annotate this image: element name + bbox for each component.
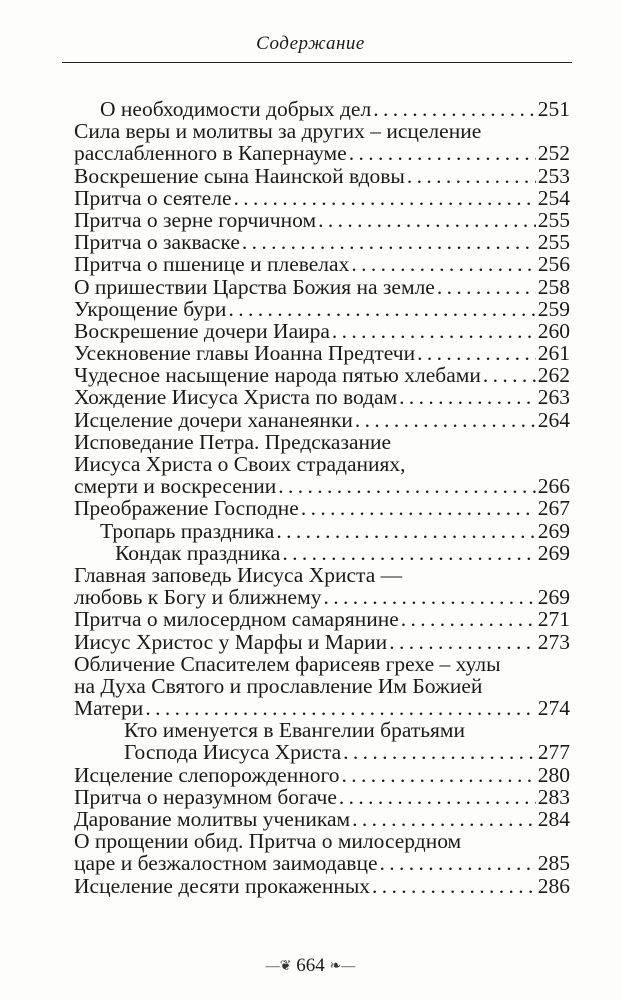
toc-entry-title: смерти и воскресении	[74, 474, 277, 499]
toc-entry[interactable]	[74, 497, 570, 519]
toc-entry[interactable]	[74, 520, 570, 542]
toc-entry-title: Притча о закваске	[74, 230, 240, 255]
toc-entry-page: 252	[537, 141, 570, 166]
toc-entry-title: Воскрешение сына Наинской вдовы	[74, 163, 405, 188]
toc-entry-title: Дарование молитвы ученикам	[74, 807, 351, 831]
dot-leader	[373, 98, 536, 120]
toc-entry-title: Обличение Спасителем фарисеяв грехе – хулы	[74, 651, 501, 676]
dot-leader	[301, 497, 536, 519]
toc-entry[interactable]	[74, 98, 570, 120]
toc-entry-page: 269	[537, 540, 570, 565]
toc-entry[interactable]	[74, 808, 570, 830]
toc-entry-page: 284	[537, 807, 570, 831]
dot-leader	[417, 342, 536, 364]
toc-entry-page: 254	[537, 185, 570, 210]
toc-entry[interactable]	[74, 786, 570, 808]
dot-leader	[355, 409, 536, 431]
dot-leader	[352, 808, 536, 830]
toc-entry-page: 262	[537, 363, 570, 388]
dot-leader	[233, 187, 535, 209]
toc-entry-title: Матери	[74, 696, 144, 721]
toc-entry-title: Притча о сеятеле	[74, 185, 232, 210]
page-number: 664	[296, 955, 325, 976]
left-ornament-icon: —❦	[265, 959, 292, 975]
toc-entry[interactable]	[74, 431, 570, 498]
toc-entry-page: 256	[537, 252, 570, 277]
toc-entry-title: Иисуса Христа о Своих страданиях,	[74, 452, 406, 476]
toc-entry-title: Притча о зерне горчичном	[74, 207, 317, 232]
toc-entry-title: Преображение Господне	[74, 496, 299, 521]
dot-leader	[349, 142, 536, 164]
toc-entry-title: расслабленного в Капернауме	[74, 141, 347, 166]
toc-entry-title: царе и безжалостном заимодавце	[74, 851, 378, 876]
dot-leader	[339, 786, 536, 808]
dot-leader	[407, 165, 536, 187]
toc-entry[interactable]	[74, 653, 570, 720]
toc-entry-page: 269	[537, 585, 570, 610]
toc-entry-title: О прощении обид. Притча о милосердном	[74, 829, 462, 854]
toc-entry[interactable]	[74, 409, 570, 431]
toc-entry-page: 285	[537, 851, 570, 876]
toc-entry[interactable]	[74, 764, 570, 786]
toc-entry[interactable]	[74, 719, 570, 763]
toc-entry[interactable]	[74, 165, 570, 187]
toc-entry-page: 267	[537, 496, 570, 521]
toc-entry[interactable]	[74, 386, 570, 408]
toc-entry[interactable]	[74, 298, 570, 320]
toc-entry-title: Исцеление дочери хананеянки	[74, 407, 353, 432]
toc-entry[interactable]	[74, 231, 570, 253]
dot-leader	[372, 875, 536, 897]
toc-entry-title: Иисус Христос у Марфы и Марии	[74, 629, 388, 654]
dot-leader	[483, 364, 536, 386]
page-footer	[0, 955, 621, 977]
toc-entry[interactable]	[74, 209, 570, 231]
toc-entry-page: 269	[537, 518, 570, 543]
toc-entry[interactable]	[74, 608, 570, 630]
toc-entry-title: Воскрешение дочери Иаира	[74, 318, 330, 343]
toc-entry-page: 283	[537, 784, 570, 809]
right-ornament-icon: ❧—	[329, 959, 356, 975]
toc-entry-title: Притча о милосердном самарянине	[74, 607, 399, 632]
toc-entry-page: 251	[537, 97, 570, 121]
toc-entry[interactable]	[74, 276, 570, 298]
toc-entry-title: Исповедание Петра. Предсказание	[74, 429, 392, 454]
dot-leader	[342, 764, 536, 786]
toc-entry-title: Хождение Иисуса Христа по водам	[74, 385, 398, 410]
running-head-title: Содержание	[256, 33, 365, 54]
dot-leader	[343, 741, 536, 763]
toc-entry[interactable]	[74, 120, 570, 164]
toc-entry-title: Притча о неразумном богаче	[74, 784, 337, 809]
toc-entry-title: Укрощение бури	[74, 296, 227, 321]
toc-entry-title: Кто именуется в Евангелии братьями	[124, 718, 466, 743]
toc-entry-title: О пришествии Царства Божия на земле	[74, 274, 435, 299]
toc-entry-title: любовь к Богу и ближнему	[74, 585, 322, 610]
dot-leader	[351, 253, 535, 275]
toc-entry-page: 286	[537, 873, 570, 898]
dot-leader	[399, 386, 536, 408]
toc-entry-page: 258	[537, 274, 570, 299]
toc-entry-page: 271	[537, 607, 570, 632]
header-rule	[62, 62, 572, 63]
toc-entry[interactable]	[74, 187, 570, 209]
dot-leader	[276, 520, 535, 542]
toc-entry[interactable]	[74, 342, 570, 364]
dot-leader	[323, 586, 535, 608]
dot-leader	[228, 298, 535, 320]
toc-entry[interactable]	[74, 564, 570, 608]
toc-entry[interactable]	[74, 320, 570, 342]
toc-entry[interactable]	[74, 830, 570, 874]
toc-entry-page: 253	[537, 163, 570, 188]
toc-entry-page: 263	[537, 385, 570, 410]
toc-entry-page: 277	[537, 740, 570, 765]
toc-entry-title: Притча о пшенице и плевелах	[74, 252, 350, 277]
toc-entry-page: 259	[537, 296, 570, 321]
dot-leader	[318, 209, 536, 231]
toc-entry[interactable]	[74, 875, 570, 897]
toc-entry-title: Кондак праздника	[115, 540, 281, 565]
dot-leader	[437, 276, 536, 298]
toc-entry-title: Тропарь праздника	[100, 518, 275, 543]
dot-leader	[332, 320, 536, 342]
dot-leader	[282, 542, 535, 564]
toc-entry[interactable]	[74, 364, 570, 386]
toc-entry-title: Усекновение главы Иоанна Предтечи	[74, 341, 416, 366]
dot-leader	[380, 852, 536, 874]
toc-entry-title: О необходимости добрых дел	[100, 97, 372, 121]
dot-leader	[242, 231, 536, 253]
toc-entry-title: Исцеление десяти прокаженных	[74, 873, 371, 898]
toc-entry-page: 274	[537, 696, 570, 721]
toc-entry-page: 255	[537, 207, 570, 232]
toc-entry-page: 280	[537, 762, 570, 787]
toc-entry-title: Господа Иисуса Христа	[124, 740, 342, 765]
dot-leader	[401, 608, 536, 630]
dot-leader	[278, 475, 535, 497]
dot-leader	[389, 631, 536, 653]
toc-entry-page: 264	[537, 407, 570, 432]
toc-entry[interactable]	[74, 253, 570, 275]
toc-entry[interactable]	[74, 631, 570, 653]
dot-leader	[145, 697, 535, 719]
toc-entry-page: 261	[537, 341, 570, 366]
toc-entry-page: 273	[537, 629, 570, 654]
toc-entry-title: Чудесное насыщение народа пятью хлебами	[74, 363, 481, 388]
toc-entry-title: на Духа Святого и прославление Им Божией	[74, 673, 483, 698]
table-of-contents	[74, 98, 570, 897]
toc-entry-page: 260	[537, 318, 570, 343]
toc-entry-page: 255	[537, 230, 570, 255]
toc-entry-title: Главная заповедь Иисуса Христа —	[74, 562, 403, 587]
toc-entry-title: Сила веры и молитвы за других – исцеление	[74, 119, 482, 144]
toc-entry[interactable]	[74, 542, 570, 564]
toc-entry-page: 266	[537, 474, 570, 499]
toc-entry-title: Исцеление слепорожденного	[74, 762, 340, 787]
